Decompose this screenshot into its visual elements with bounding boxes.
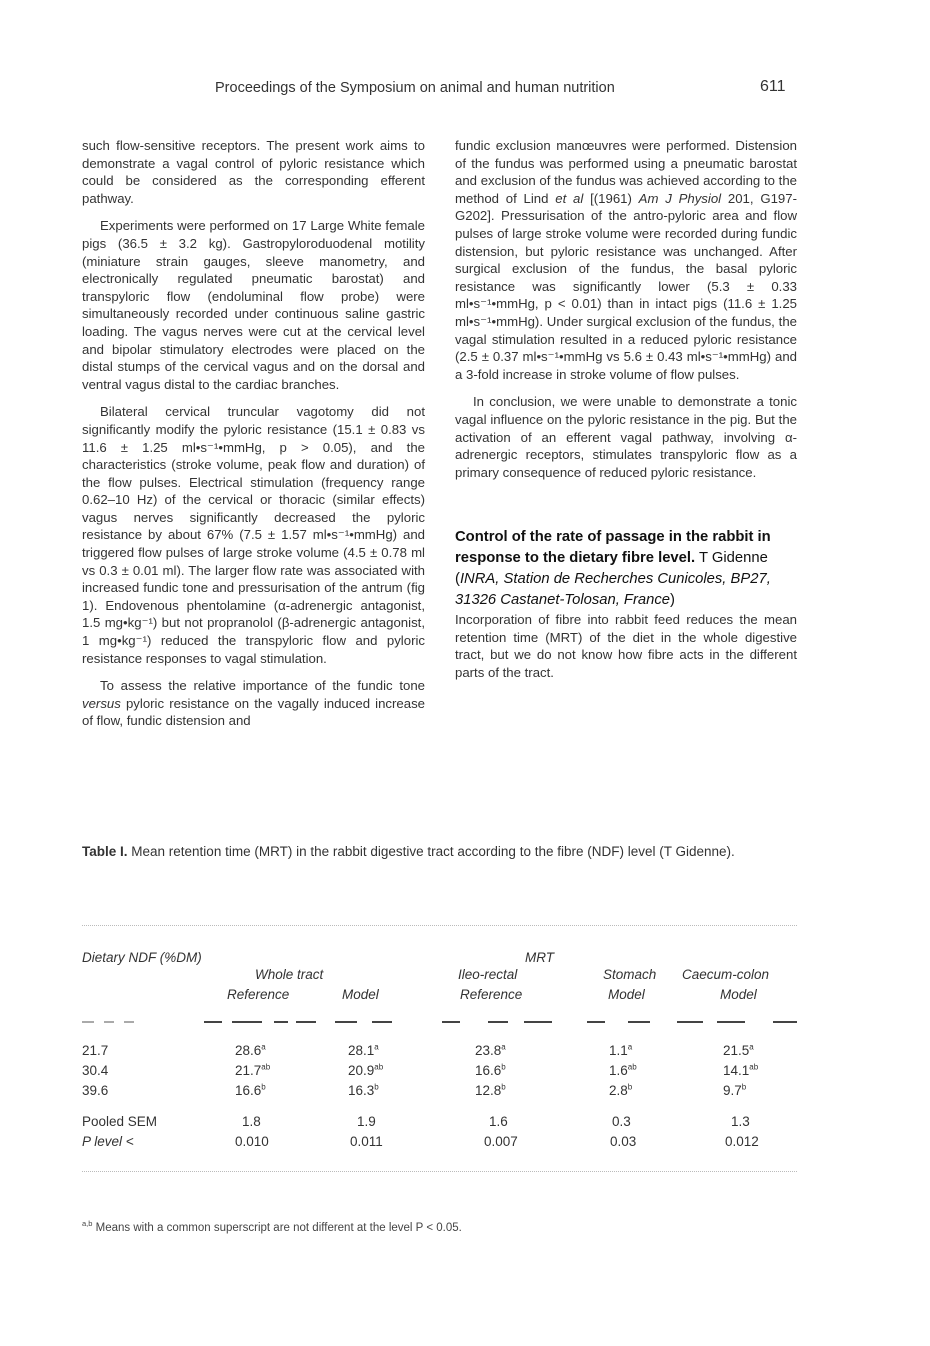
header-underline (82, 1021, 797, 1023)
cell-ileo-ref (475, 1043, 506, 1058)
superscript: ab (627, 1062, 637, 1072)
cell-value: 14.1 (723, 1063, 750, 1078)
p-level-value: 0.012 (725, 1134, 759, 1149)
p-level-value: 0.010 (235, 1134, 269, 1149)
cell-value: 16.6 (235, 1083, 262, 1098)
cell-value: 1.6 (609, 1063, 628, 1078)
pooled-sem-label: Pooled SEM (82, 1114, 158, 1129)
superscript: a (627, 1042, 633, 1052)
page-number: 611 (760, 78, 786, 95)
group-header-ileo: Ileo-rectal (458, 967, 518, 982)
left-column (82, 137, 425, 730)
pooled-sem-value: 1.9 (357, 1114, 376, 1129)
paragraph: Experiments were performed on 17 Large White female pigs (36.5 ± 3.2 kg). Gastropyloroduodenal motility (miniature strain gauges, sleeve manometry, and electronically regulated pneumatic barostat) and transpyloric flow (endoluminal flow probe) were simultaneously recorded under continuous saline gastric loading. The vagus nerves were cut at the cervical level and bipolar stimulatory electrodes were placed on the distal stumps of the cervical vagus and on the dorsal and ventral vagus distal to the cardiac branches. (82, 218, 425, 392)
col-header-mrt: MRT (525, 950, 554, 965)
group-header-caecum: Caecum-colon (682, 967, 770, 982)
journal-name: Am J Physiol (638, 190, 722, 206)
italic-text: et al (555, 190, 584, 206)
superscript: a (261, 1042, 266, 1052)
cell-ileo-ref (475, 1063, 506, 1078)
text-run: 201, G197-G202]. Pressurisation of the antro-pyloric area and flow pulses of large stroke volume were recorded during fundic distension, but pyloric resistance was unchanged. After surgical exclusion of the fundus, the basal pyloric resistance was significantly lower (5.3 ± 0.33 ml•s⁻¹•mmHg, p < 0.01) than in intact pigs (11.6 ± 1.25 ml•s⁻¹•mmHg). Under surgical exclusion of the fundus, the vagal stimulation resulted in a reduced pyloric resistance (2.5 ± 0.37 ml•s⁻¹•mmHg vs 5.6 ± 0.43 ml•s⁻¹•mmHg) and a 3-fold increase in stroke volume of flow pulses. (455, 190, 797, 382)
text-run: ) (669, 592, 675, 609)
footnote-text: Means with a common superscript are not different at the level P < 0.05. (92, 1222, 462, 1234)
superscript: b (627, 1082, 633, 1092)
sub-header-caecum-model: Model (720, 987, 757, 1002)
running-head: Proceedings of the Symposium on animal and human nutrition (215, 80, 615, 96)
cell-value: 21.5 (723, 1043, 750, 1058)
cell-value: 20.9 (348, 1063, 375, 1078)
p-level-value: 0.03 (610, 1134, 637, 1149)
section-heading (455, 527, 797, 611)
italic-text: versus (82, 695, 121, 711)
cell-whole-model (348, 1063, 383, 1078)
affiliation: INRA, Station de Recherches Cunicoles, BP27, 31326 Castanet-Tolosan, France (455, 571, 771, 609)
sub-header-stomach-model: Model (608, 987, 645, 1002)
table-footnote (82, 1219, 462, 1234)
cell-whole-ref (235, 1043, 266, 1058)
group-header-whole: Whole tract (255, 967, 324, 982)
superscript: a (749, 1042, 754, 1052)
paragraph (82, 677, 425, 730)
superscript: a (501, 1042, 506, 1052)
group-header-stomach: Stomach (603, 967, 657, 982)
cell-value: 9.7 (723, 1083, 742, 1098)
cell-whole-model (348, 1043, 379, 1058)
cell-stomach (609, 1083, 632, 1098)
p-level-value: 0.011 (350, 1134, 383, 1149)
cell-value: 28.1 (348, 1043, 375, 1058)
sub-header-whole-ref: Reference (227, 987, 290, 1002)
cell-value: 16.3 (348, 1083, 375, 1098)
cell-whole-model (348, 1083, 379, 1098)
paragraph: such flow-sensitive receptors. The present work aims to demonstrate a vagal control of pyloric resistance which could be considered as the corresponding efferent pathway. (82, 138, 425, 206)
superscript: a (374, 1042, 379, 1052)
sub-header-ileo-ref: Reference (460, 987, 523, 1002)
p-level-label: P level < (82, 1134, 134, 1149)
cell-value: 23.8 (475, 1043, 502, 1058)
text-run: To assess the relative importance of the fundic tone (100, 678, 425, 694)
superscript: b (741, 1082, 747, 1092)
superscript: ab (261, 1062, 271, 1072)
cell-ndf: 39.6 (82, 1083, 109, 1098)
cell-value: 12.8 (475, 1083, 502, 1098)
table-caption (82, 843, 797, 861)
text-run: pyloric resistance on the vagally induced increase of flow, fundic distension and (82, 695, 425, 729)
cell-ileo-ref (475, 1083, 506, 1098)
pooled-sem-value: 1.6 (489, 1114, 508, 1129)
paragraph: Bilateral cervical truncular vagotomy did not significantly modify the pyloric resistance (15.1 ± 0.83 vs 11.6 ± 1.25 ml•s⁻¹•mmHg, p > 0.05), and the characteristics (stroke volume, peak flow and duration) of the flow pulses. Electrical stimulation (frequency range 0.62–10 Hz) of the cervical or thoracic (similar effects) vagus nerves significantly decreased the pyloric resistance by about 67% (7.5 ± 1.57 ml•s⁻¹•mmHg) and triggered flow pulses of large stroke volume (4.5 ± 0.78 ml vs 0.3 ± 0.01 ml). The larger flow rate was associated with increased fundic tone and pressurisation of the antrum (fig 1). Endovenous phentolamine (α-adrenergic antagonist, 1.5 mg•kg⁻¹) but not propranolol (β-adrenergic antagonist, 1 mg•kg⁻¹) reduced the transpyloric flow and pyloric resistance responses to vagal stimulation. (82, 404, 425, 666)
pooled-sem-value: 1.3 (731, 1114, 750, 1129)
cell-value: 28.6 (235, 1043, 262, 1058)
table-top-rule (82, 925, 797, 926)
text-run: [(1961) (583, 190, 639, 206)
author: T Gidenne ( (455, 550, 768, 588)
superscript: ab (374, 1062, 384, 1072)
sub-header-whole-model: Model (342, 987, 379, 1002)
cell-caecum (723, 1063, 758, 1078)
col-header-dietary: Dietary NDF (%DM) (82, 950, 202, 965)
p-level-value: 0.007 (484, 1134, 518, 1149)
paragraph: Incorporation of fibre into rabbit feed reduces the mean retention time (MRT) of the diet in the whole digestive tract, but we do not know how fibre acts in the different parts of the tract. (455, 612, 797, 681)
superscript: b (374, 1082, 379, 1092)
cell-ndf: 21.7 (82, 1043, 109, 1058)
text-run: fundic exclusion manœuvres were performed. Distension of the fundus was performed using a pneumatic barostat and exclusion of the fundus was achieved according to the method of Lind (455, 138, 797, 206)
cell-stomach (609, 1043, 632, 1058)
superscript: b (501, 1062, 506, 1072)
cell-whole-ref (235, 1063, 270, 1078)
cell-value: 1.1 (609, 1043, 628, 1058)
paragraph (455, 137, 797, 383)
footnote-marker: a,b (82, 1219, 93, 1229)
cell-caecum (723, 1043, 754, 1058)
superscript: ab (749, 1062, 759, 1072)
cell-value: 21.7 (235, 1063, 262, 1078)
paragraph: In conclusion, we were unable to demonstrate a tonic vagal influence on the pyloric resistance in the pig. But the activation of an efferent vagal pathway, involving α-adrenergic receptors, stimulates transpyloric flow as a primary consequence of reduced pyloric resistance. (455, 394, 797, 480)
cell-value: 2.8 (609, 1083, 628, 1098)
superscript: b (261, 1082, 266, 1092)
cell-caecum (723, 1083, 746, 1098)
cell-value: 16.6 (475, 1063, 502, 1078)
cell-whole-ref (235, 1083, 266, 1098)
table-bottom-rule (82, 1171, 797, 1172)
section-title: Control of the rate of passage in the rabbit in response to the dietary fibre level. (455, 529, 771, 567)
table-label: Table I. (82, 844, 128, 859)
cell-ndf: 30.4 (82, 1063, 109, 1078)
cell-stomach (609, 1063, 637, 1078)
caption-text: Mean retention time (MRT) in the rabbit digestive tract according to the fibre (NDF) level (T Gidenne). (127, 844, 735, 859)
right-column (455, 137, 797, 692)
pooled-sem-value: 1.8 (242, 1114, 261, 1129)
pooled-sem-value: 0.3 (612, 1114, 631, 1129)
superscript: b (501, 1082, 506, 1092)
